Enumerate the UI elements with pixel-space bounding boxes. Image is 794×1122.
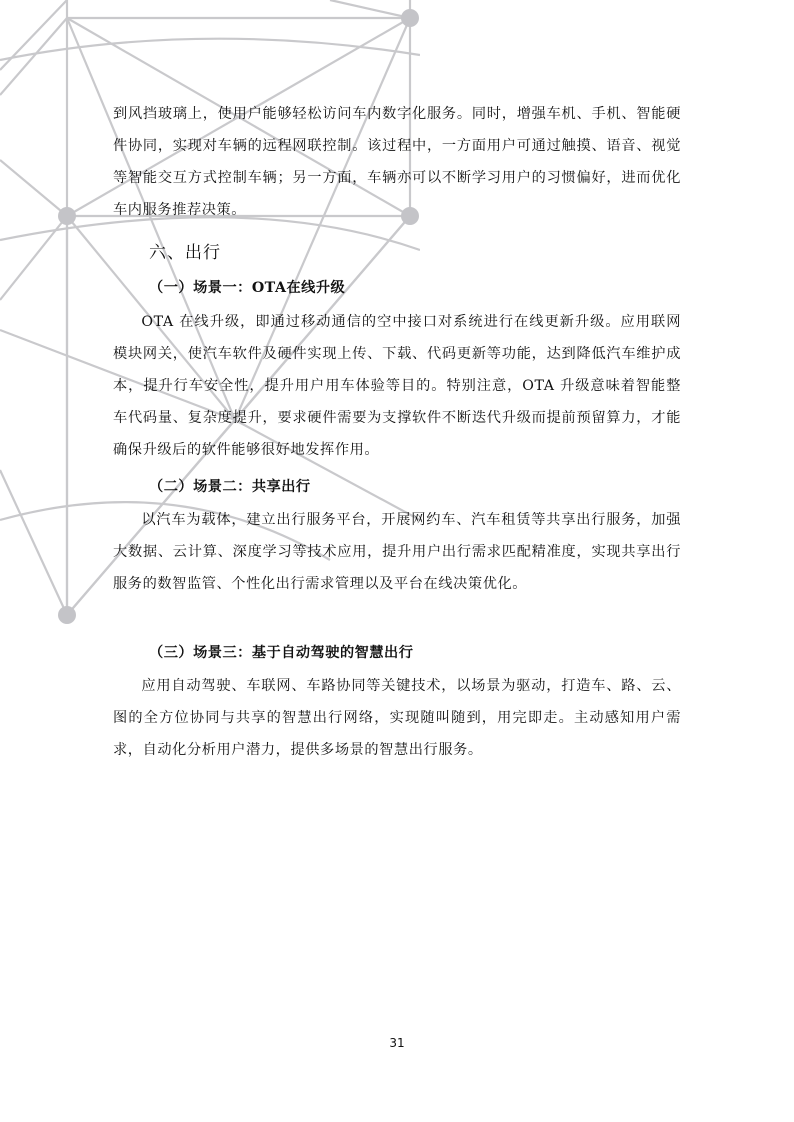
- paragraph-autonomous-mobility: 应用自动驾驶、车联网、车路协同等关键技术，以场景为驱动，打造车、路、云、图的全方位协同与共享的智慧出行网络，实现随叫随到，用完即走。主动感知用户需求，自动化分析用户潜力，提供多场景的智慧出行服务。: [113, 678, 681, 758]
- section-heading-mobility: 六、出行: [149, 243, 221, 263]
- paragraph-shared-mobility: 以汽车为载体，建立出行服务平台，开展网约车、汽车租赁等共享出行服务，加强大数据、云计算、深度学习等技术应用，提升用户出行需求匹配精准度，实现共享出行服务的数智监管、个性化出行需求管理以及平台在线决策优化。: [113, 512, 681, 592]
- scene2-heading: （二）场景二：共享出行: [149, 479, 311, 495]
- paragraph-digital-services: 到风挡玻璃上，使用户能够轻松访问车内数字化服务。同时，增强车机、手机、智能硬件协同，实现对车辆的远程网联控制。该过程中，一方面用户可通过触摸、语音、视觉等智能交互方式控制车辆；另一方面，车辆亦可以不断学习用户的习惯偏好，进而优化车内服务推荐决策。: [113, 106, 681, 218]
- scene1-heading: （一）场景一：OTA在线升级: [149, 280, 346, 296]
- scene3-heading: （三）场景三：基于自动驾驶的智慧出行: [149, 645, 414, 661]
- paragraph-ota: OTA 在线升级，即通过移动通信的空中接口对系统进行在线更新升级。应用联网模块网关，使汽车软件及硬件实现上传、下载、代码更新等功能，达到降低汽车维护成本，提升行车安全性，提升用户用车体验等目的。特别注意，OTA 升级意味着智能整车代码量、复杂度提升，要求硬件需要为支撑软件不断迭代升级而提前预留算力，才能确保升级后的软件能够很好地发挥作用。: [113, 314, 681, 458]
- page-number: 31: [389, 1036, 405, 1050]
